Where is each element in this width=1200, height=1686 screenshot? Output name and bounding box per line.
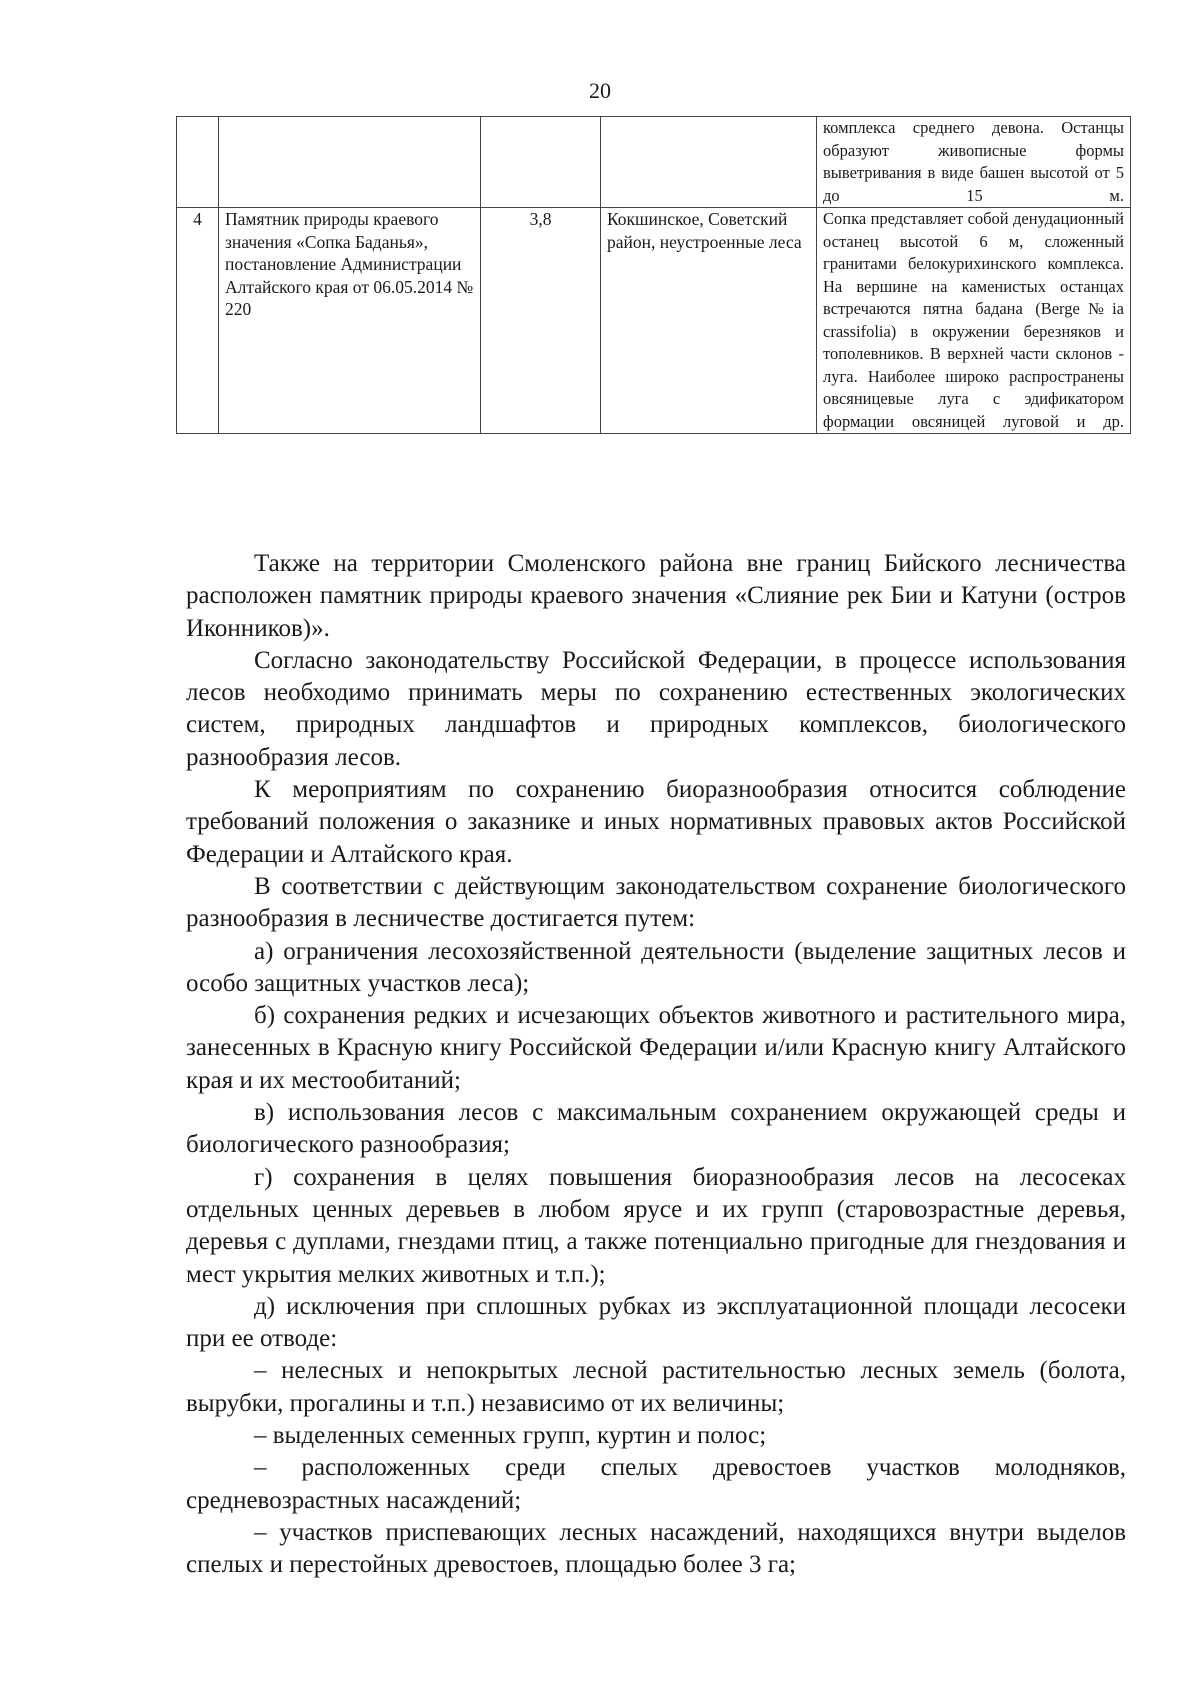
table-row <box>177 208 1131 434</box>
object-name-cell <box>219 117 481 208</box>
area-cell <box>481 117 601 208</box>
paragraph: а) ограничения лесохозяйственной деятельности (выделение защитных лесов и особо защитных участков леса); <box>186 937 1126 997</box>
row-number-cell: 4 <box>177 208 219 434</box>
paragraph: – участков приспевающих лесных насаждений, находящихся внутри выделов спелых и перестойных древостоев, площадью более 3 га; <box>186 1518 1126 1579</box>
area-cell: 3,8 <box>481 208 601 434</box>
paragraph: в) использования лесов с максимальным сохранением окружающей среды и биологического разнообразия; <box>186 1099 1126 1159</box>
paragraph: г) сохранения в целях повышения биоразнообразия лесов на лесосеках отдельных ценных деревьев в любом ярусе и их групп (старовозрастные деревья, деревья с дуплами, гнездами птиц, а также потенциально пригодные для гнездования и мест укрытия мелких животных и т.п.); <box>186 1163 1126 1288</box>
paragraph: – нелесных и непокрытых лесной растительностью лесных земель (болота, вырубки, прогалины и т.п.) независимо от их величины; <box>186 1357 1126 1417</box>
page-number: 20 <box>589 78 611 103</box>
paragraph: – выделенных семенных групп, куртин и полос; <box>254 1422 767 1450</box>
paragraph: Также на территории Смоленского района вне границ Бийского лесничества расположен памятник природы краевого значения «Слияние рек Бии и Катуни (остров Иконников)». <box>186 550 1126 642</box>
location-cell <box>601 117 817 208</box>
paragraph: К мероприятиям по сохранению биоразнообразия относится соблюдение требований положения о заказнике и иных нормативных правовых актов Российской Федерации и Алтайского края. <box>186 776 1126 868</box>
protected-areas-table <box>176 116 1131 434</box>
paragraph: В соответствии с действующим законодательством сохранение биологического разнообразия в лесничестве достигается путем: <box>186 872 1126 933</box>
location-cell: Кокшинское, Советский район, неустроенные леса <box>601 208 817 434</box>
paragraph: б) сохранения редких и исчезающих объектов животного и растительного мира, занесенных в Красную книгу Российской Федерации и/или Красную книгу Алтайского края и их местообитаний; <box>186 1002 1126 1094</box>
paragraph: – расположенных среди спелых древостоев участков молодняков, средневозрастных насаждений; <box>186 1454 1126 1514</box>
description-text: Сопка представляет собой денудационный останец высотой 6 м, сложенный гранитами белокурихинского комплекса. На вершине на каменистых останцах встречаются пятна бадана (Berge№ia crassifolia) в окружении березняков и тополевников. В верхней части склонов - луга. Наиболее широко распространены овсяницевые луга с эдификатором формации овсяницей луговой и др. <box>823 209 1124 431</box>
description-cell <box>817 117 1131 208</box>
description-text: комплекса среднего девона. Останцы образуют живописные формы выветривания в виде башен высотой от 5 до 15 м. <box>823 118 1124 205</box>
table-row <box>177 117 1131 208</box>
paragraph: Согласно законодательству Российской Федерации, в процессе использования лесов необходимо принимать меры по сохранению естественных экологических систем, природных ландшафтов и природных комплексов, биологического разнообразия лесов. <box>186 646 1126 771</box>
body-text <box>186 548 1126 1582</box>
object-name-cell: Памятник природы краевого значения «Сопка Баданья», постановление Администрации Алтайского края от 06.05.2014 № 220 <box>219 208 481 434</box>
paragraph: д) исключения при сплошных рубках из эксплуатационной площади лесосеки при ее отводе: <box>186 1292 1126 1353</box>
description-cell <box>817 208 1131 434</box>
row-number-cell <box>177 117 219 208</box>
